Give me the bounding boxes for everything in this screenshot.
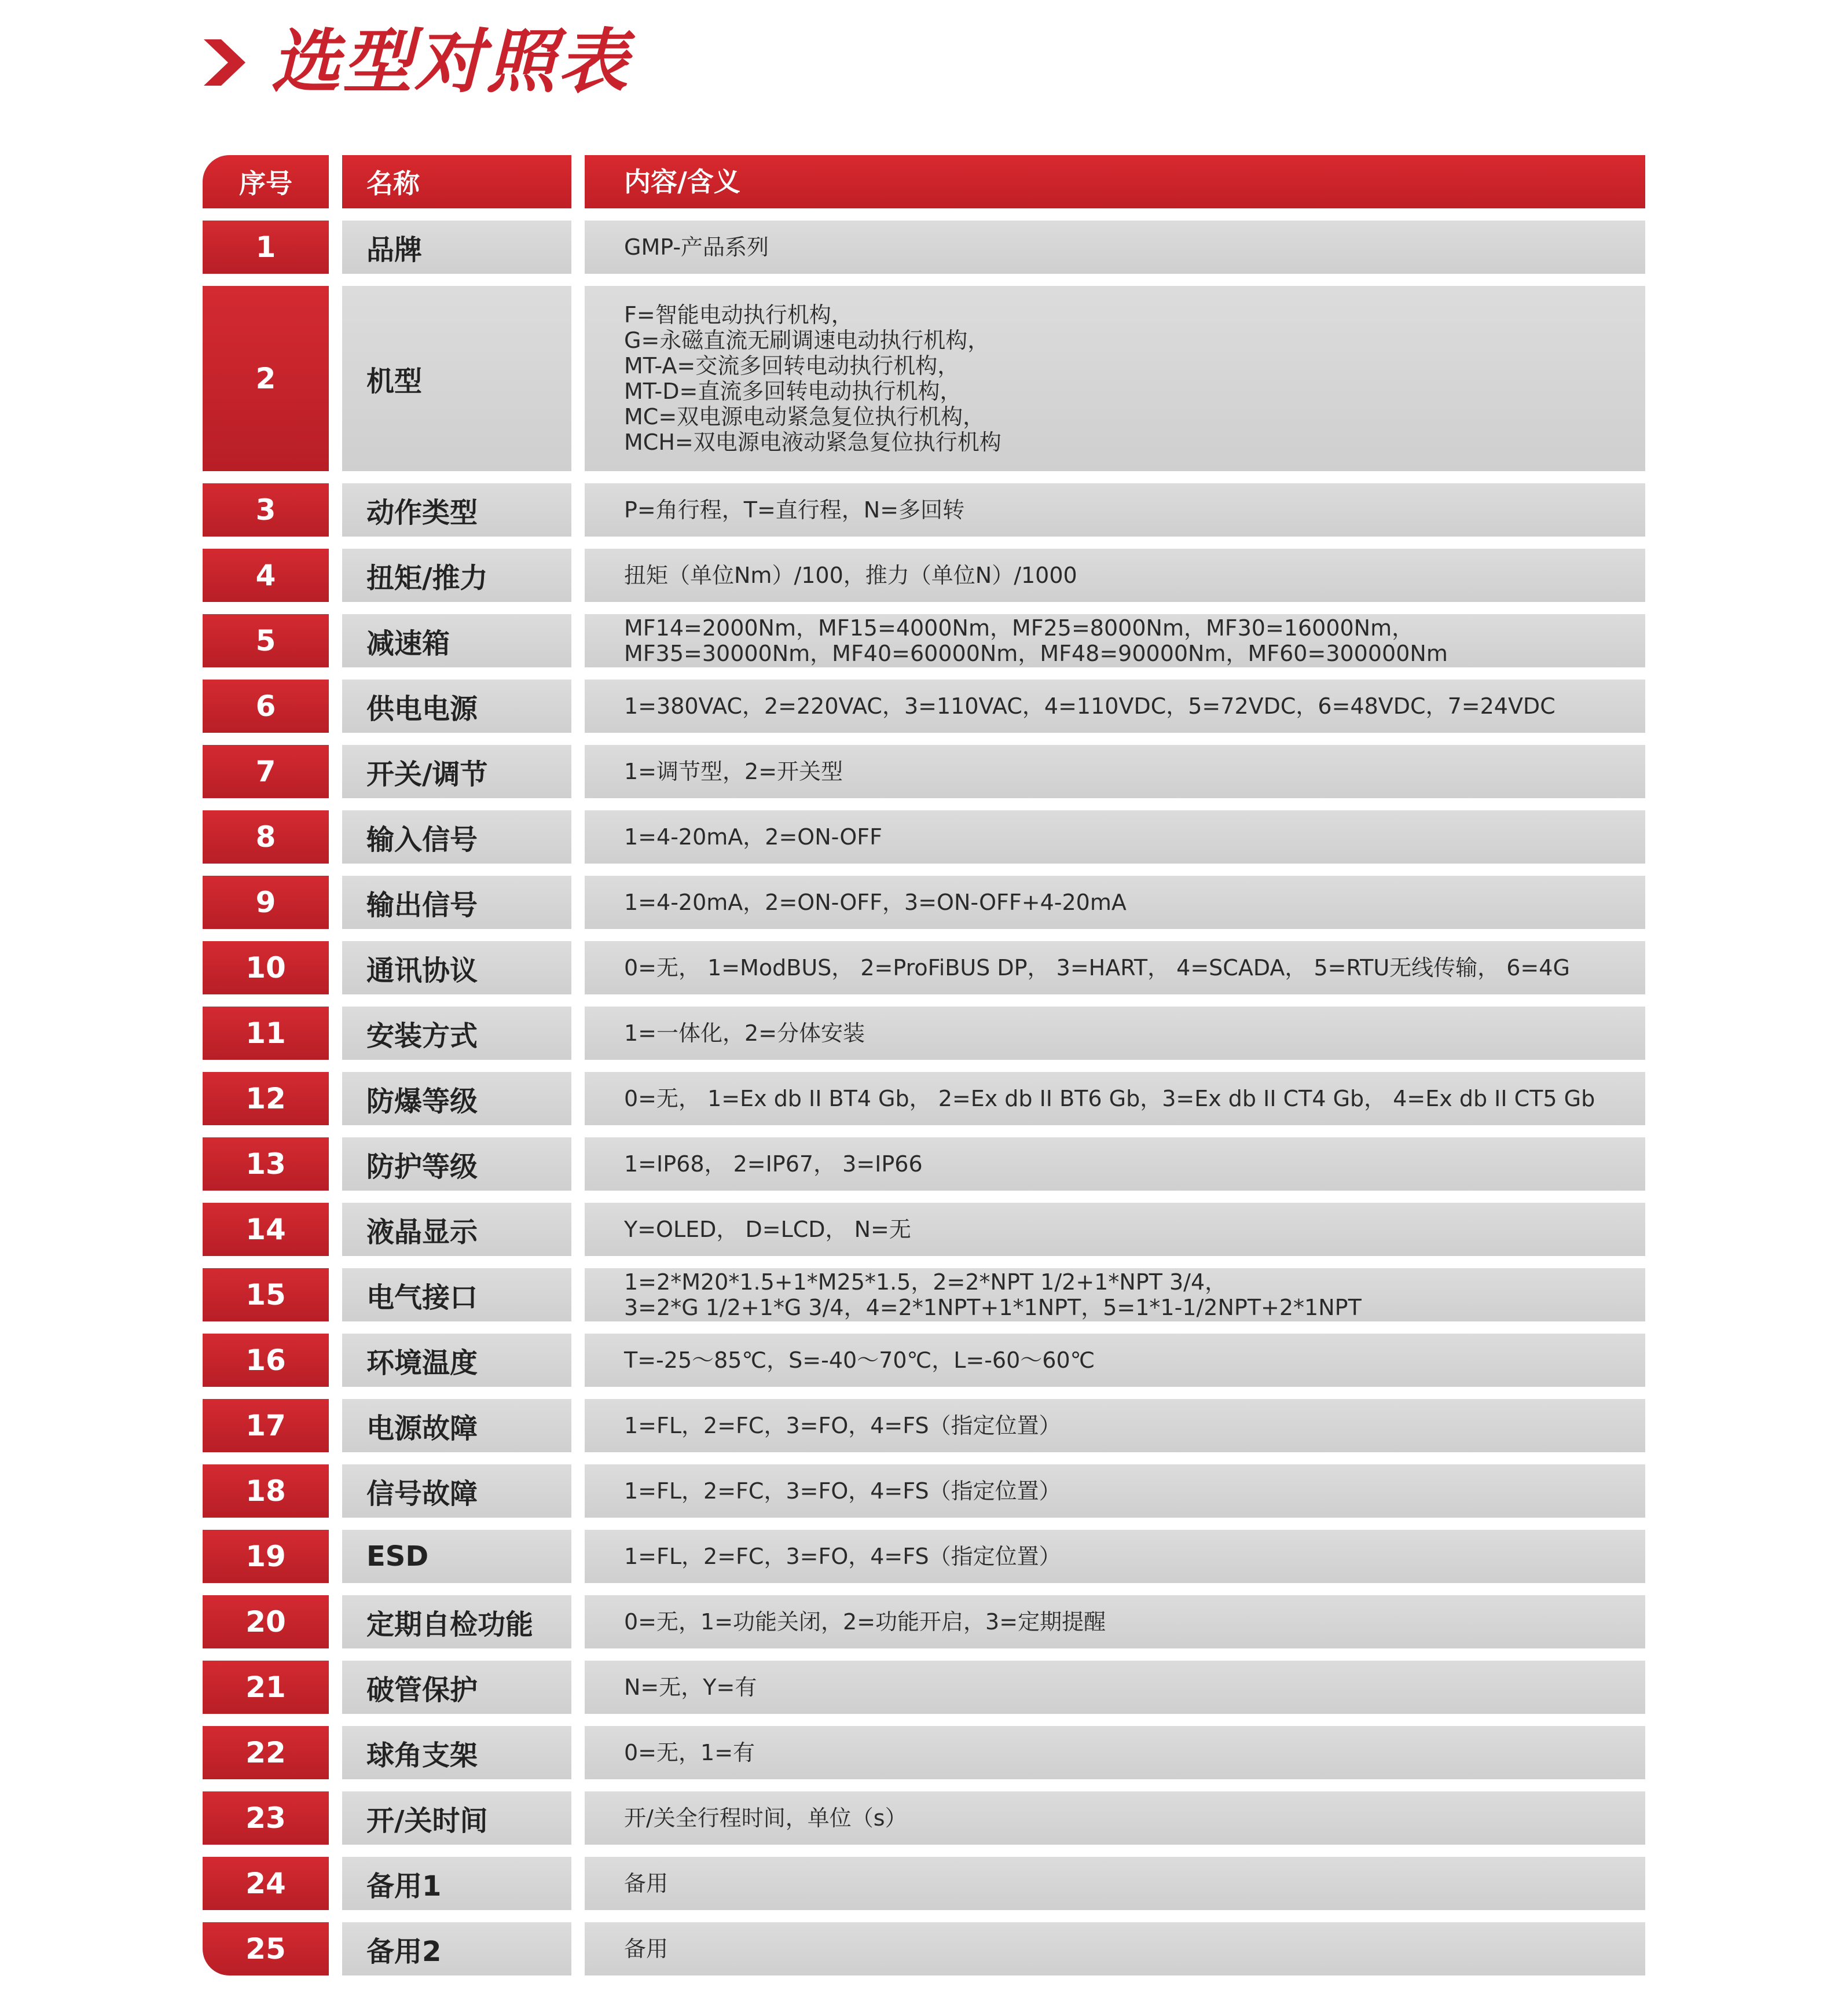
row-name: 输出信号 bbox=[342, 876, 571, 929]
row-number: 23 bbox=[203, 1791, 329, 1845]
content-line: MCH=双电源电液动紧急复位执行机构 bbox=[624, 429, 1001, 455]
row-name: 防爆等级 bbox=[342, 1072, 571, 1125]
table-row bbox=[203, 1791, 1645, 1845]
row-content bbox=[585, 1791, 1645, 1845]
row-content bbox=[585, 614, 1645, 667]
content-line: MF35=30000Nm，MF40=60000Nm，MF48=90000Nm，MF60=300000Nm bbox=[624, 641, 1448, 666]
table-row bbox=[203, 941, 1645, 994]
table-row bbox=[203, 549, 1645, 602]
table-row bbox=[203, 1857, 1645, 1910]
row-name: 破管保护 bbox=[342, 1661, 571, 1714]
row-content bbox=[585, 1137, 1645, 1191]
row-name: 电气接口 bbox=[342, 1268, 571, 1321]
table-row bbox=[203, 1268, 1645, 1321]
row-content bbox=[585, 745, 1645, 798]
row-content bbox=[585, 1203, 1645, 1256]
row-content bbox=[585, 483, 1645, 537]
row-name: 信号故障 bbox=[342, 1464, 571, 1518]
row-content bbox=[585, 876, 1645, 929]
row-number: 15 bbox=[203, 1268, 329, 1321]
content-line: 0=无， 1=ModBUS， 2=ProFiBUS DP， 3=HART， 4=SCADA， 5=RTU无线传输， 6=4G bbox=[624, 955, 1570, 981]
row-content bbox=[585, 1595, 1645, 1648]
content-line: G=永磁直流无刷调速电动执行机构， bbox=[624, 328, 990, 353]
row-number: 7 bbox=[203, 745, 329, 798]
selection-table bbox=[203, 155, 1645, 1975]
row-number: 11 bbox=[203, 1007, 329, 1060]
table-row bbox=[203, 1464, 1645, 1518]
chevron-right-icon bbox=[204, 39, 245, 86]
table-row bbox=[203, 1399, 1645, 1452]
row-name: 备用2 bbox=[342, 1922, 571, 1975]
content-line: 1=一体化，2=分体安装 bbox=[624, 1020, 865, 1046]
content-line: Y=OLED， D=LCD， N=无 bbox=[624, 1217, 911, 1242]
table-row bbox=[203, 680, 1645, 733]
header-no: 序号 bbox=[203, 155, 329, 208]
content-line: 备用 bbox=[624, 1871, 669, 1896]
row-number: 4 bbox=[203, 549, 329, 602]
row-number: 22 bbox=[203, 1726, 329, 1779]
table-row bbox=[203, 745, 1645, 798]
row-name: 球角支架 bbox=[342, 1726, 571, 1779]
content-line: MC=双电源电动紧急复位执行机构， bbox=[624, 404, 985, 429]
row-number: 1 bbox=[203, 221, 329, 274]
row-name: 开关/调节 bbox=[342, 745, 571, 798]
row-number: 3 bbox=[203, 483, 329, 537]
row-name: 品牌 bbox=[342, 221, 571, 274]
content-line: 1=FL，2=FC，3=FO，4=FS（指定位置） bbox=[624, 1544, 1061, 1569]
content-line: 1=2*M20*1.5+1*M25*1.5，2=2*NPT 1/2+1*NPT 3/4， bbox=[624, 1269, 1227, 1295]
row-number: 9 bbox=[203, 876, 329, 929]
table-row bbox=[203, 483, 1645, 537]
header-name: 名称 bbox=[342, 155, 571, 208]
table-row bbox=[203, 1203, 1645, 1256]
row-name: 供电电源 bbox=[342, 680, 571, 733]
content-line: 备用 bbox=[624, 1936, 669, 1962]
row-number: 20 bbox=[203, 1595, 329, 1648]
row-number: 6 bbox=[203, 680, 329, 733]
row-content bbox=[585, 941, 1645, 994]
header-content: 内容/含义 bbox=[585, 155, 1645, 208]
row-number: 13 bbox=[203, 1137, 329, 1191]
table-row bbox=[203, 1922, 1645, 1975]
table-row bbox=[203, 1072, 1645, 1125]
row-content bbox=[585, 549, 1645, 602]
page-title: 选型对照表 bbox=[271, 22, 630, 102]
content-line: 3=2*G 1/2+1*G 3/4，4=2*1NPT+1*1NPT，5=1*1-1/2NPT+2*1NPT bbox=[624, 1295, 1362, 1320]
table-row bbox=[203, 1334, 1645, 1387]
content-line: 1=调节型，2=开关型 bbox=[624, 759, 843, 784]
content-line: T=-25～85℃，S=-40～70℃，L=-60～60℃ bbox=[624, 1347, 1095, 1373]
row-name: 防护等级 bbox=[342, 1137, 571, 1191]
row-name: 液晶显示 bbox=[342, 1203, 571, 1256]
row-name: 扭矩/推力 bbox=[342, 549, 571, 602]
table-row bbox=[203, 221, 1645, 274]
content-line: 0=无， 1=Ex db II BT4 Gb， 2=Ex db II BT6 Gb，3=Ex db II CT4 Gb， 4=Ex db II CT5 Gb bbox=[624, 1086, 1595, 1111]
row-content bbox=[585, 1007, 1645, 1060]
row-content bbox=[585, 1530, 1645, 1583]
row-name: 通讯协议 bbox=[342, 941, 571, 994]
row-content bbox=[585, 1661, 1645, 1714]
row-number: 16 bbox=[203, 1334, 329, 1387]
row-name: 备用1 bbox=[342, 1857, 571, 1910]
row-name: 定期自检功能 bbox=[342, 1595, 571, 1648]
table-row bbox=[203, 1007, 1645, 1060]
content-line: 扭矩（单位Nm）/100，推力（单位N）/1000 bbox=[624, 563, 1077, 588]
row-content bbox=[585, 1464, 1645, 1518]
row-content bbox=[585, 1922, 1645, 1975]
row-number: 5 bbox=[203, 614, 329, 667]
row-content bbox=[585, 680, 1645, 733]
row-name: 安装方式 bbox=[342, 1007, 571, 1060]
row-number: 19 bbox=[203, 1530, 329, 1583]
table-row bbox=[203, 286, 1645, 471]
row-name: 开/关时间 bbox=[342, 1791, 571, 1845]
row-number: 21 bbox=[203, 1661, 329, 1714]
content-line: 1=IP68， 2=IP67， 3=IP66 bbox=[624, 1151, 923, 1177]
content-line: MF14=2000Nm，MF15=4000Nm，MF25=8000Nm，MF30=16000Nm， bbox=[624, 615, 1414, 641]
row-content bbox=[585, 1726, 1645, 1779]
row-number: 2 bbox=[203, 286, 329, 471]
content-line: MT-A=交流多回转电动执行机构， bbox=[624, 353, 960, 379]
table-row bbox=[203, 876, 1645, 929]
content-line: 1=4-20mA，2=ON-OFF，3=ON-OFF+4-20mA bbox=[624, 890, 1127, 915]
row-name: ESD bbox=[342, 1530, 571, 1583]
content-line: 1=FL，2=FC，3=FO，4=FS（指定位置） bbox=[624, 1413, 1061, 1438]
row-content bbox=[585, 1399, 1645, 1452]
row-number: 14 bbox=[203, 1203, 329, 1256]
row-name: 动作类型 bbox=[342, 483, 571, 537]
content-line: 0=无，1=有 bbox=[624, 1740, 755, 1765]
table-row bbox=[203, 1137, 1645, 1191]
row-name: 电源故障 bbox=[342, 1399, 571, 1452]
row-number: 18 bbox=[203, 1464, 329, 1518]
row-number: 12 bbox=[203, 1072, 329, 1125]
row-name: 输入信号 bbox=[342, 810, 571, 864]
row-number: 24 bbox=[203, 1857, 329, 1910]
row-content bbox=[585, 810, 1645, 864]
row-number: 10 bbox=[203, 941, 329, 994]
row-content bbox=[585, 221, 1645, 274]
row-number: 25 bbox=[203, 1922, 329, 1975]
table-row bbox=[203, 1530, 1645, 1583]
row-number: 8 bbox=[203, 810, 329, 864]
content-line: N=无，Y=有 bbox=[624, 1675, 757, 1700]
table-row bbox=[203, 1595, 1645, 1648]
content-line: 开/关全行程时间，单位（s） bbox=[624, 1805, 907, 1831]
table-row bbox=[203, 614, 1645, 667]
row-content bbox=[585, 1268, 1645, 1321]
row-name: 减速箱 bbox=[342, 614, 571, 667]
content-line: 1=4-20mA，2=ON-OFF bbox=[624, 824, 883, 850]
table-row bbox=[203, 1661, 1645, 1714]
content-line: 1=FL，2=FC，3=FO，4=FS（指定位置） bbox=[624, 1478, 1061, 1504]
page-header bbox=[204, 22, 630, 103]
content-line: 0=无，1=功能关闭，2=功能开启，3=定期提醒 bbox=[624, 1609, 1106, 1635]
content-line: F=智能电动执行机构， bbox=[624, 302, 853, 328]
row-name: 机型 bbox=[342, 286, 571, 471]
content-line: GMP-产品系列 bbox=[624, 234, 769, 260]
row-content bbox=[585, 1857, 1645, 1910]
content-line: P=角行程，T=直行程，N=多回转 bbox=[624, 497, 965, 523]
row-number: 17 bbox=[203, 1399, 329, 1452]
row-name: 环境温度 bbox=[342, 1334, 571, 1387]
content-line: MT-D=直流多回转电动执行机构， bbox=[624, 379, 962, 404]
table-row bbox=[203, 1726, 1645, 1779]
content-line: 1=380VAC，2=220VAC，3=110VAC，4=110VDC，5=72VDC，6=48VDC，7=24VDC bbox=[624, 693, 1555, 719]
table-row bbox=[203, 810, 1645, 864]
table-header-row bbox=[203, 155, 1645, 208]
row-content bbox=[585, 1334, 1645, 1387]
row-content bbox=[585, 286, 1645, 471]
row-content bbox=[585, 1072, 1645, 1125]
